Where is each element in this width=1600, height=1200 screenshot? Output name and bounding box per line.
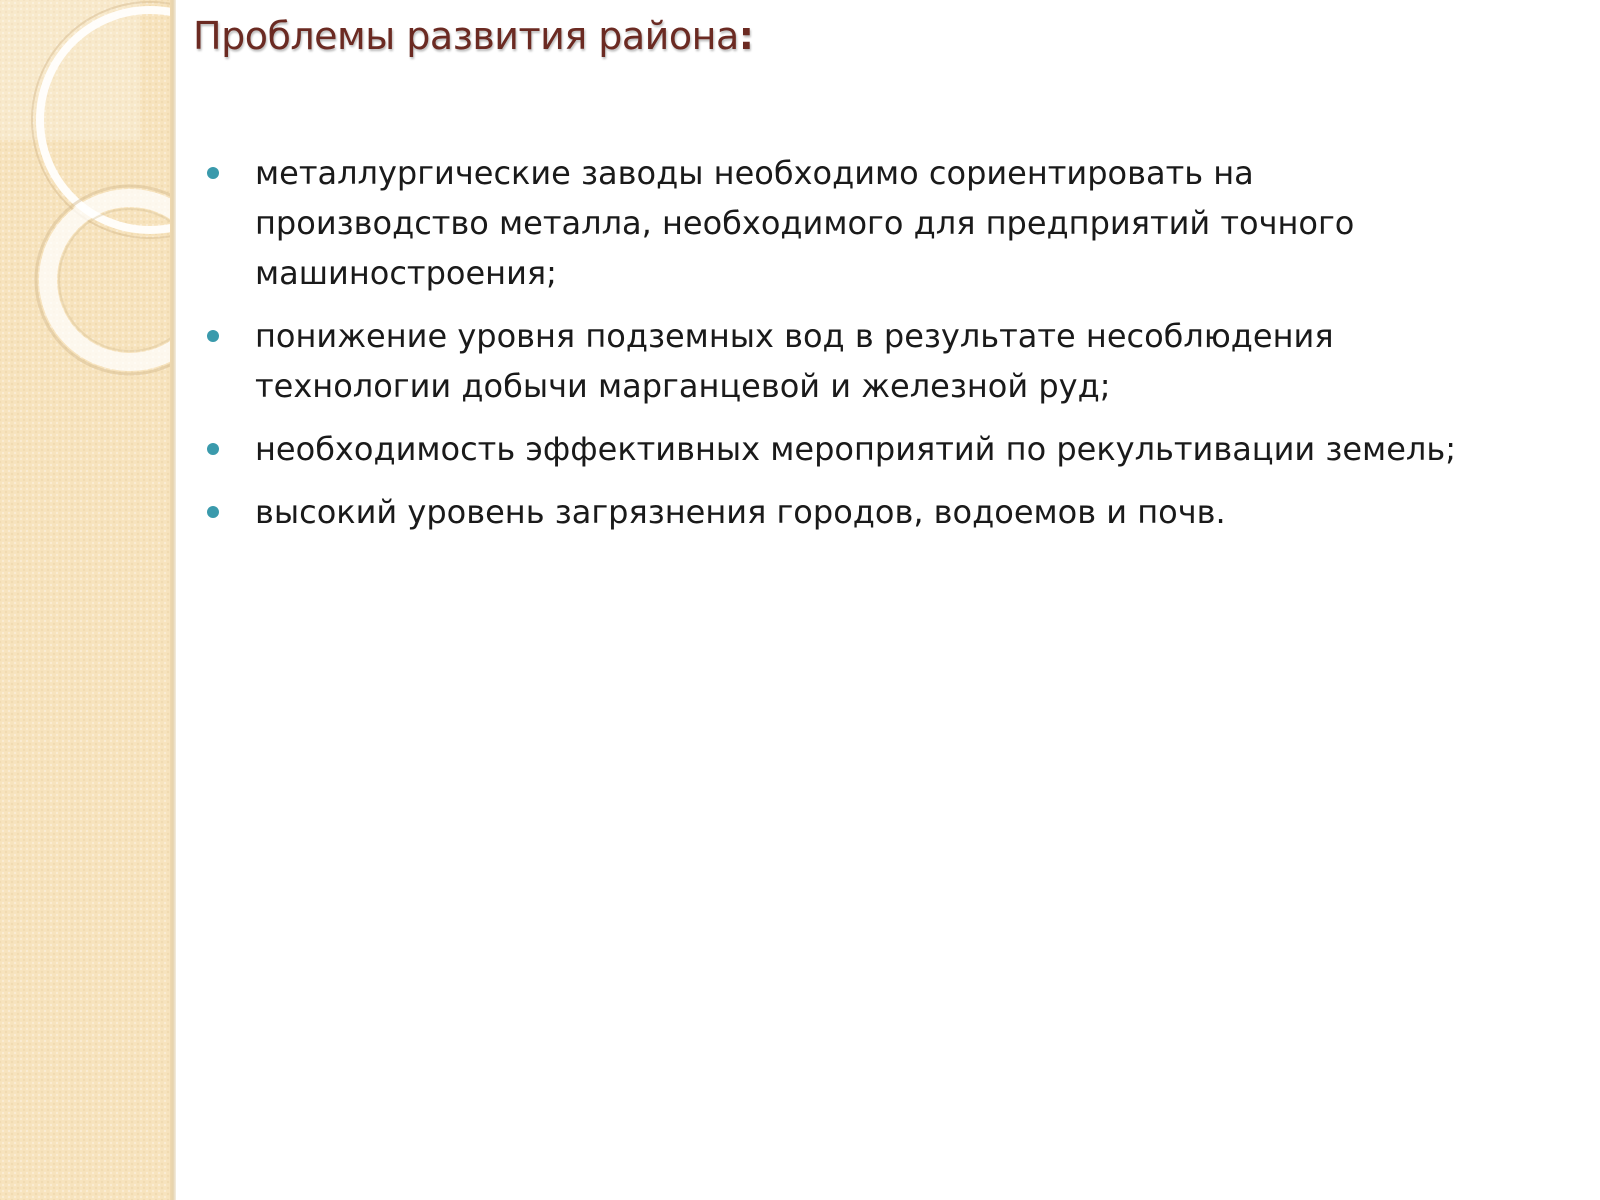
list-item xyxy=(207,148,1457,298)
bullet-text: необходимость эффективных мероприятий по рекультивации земель; xyxy=(255,430,1456,468)
bullet-dot-icon xyxy=(207,506,219,518)
bullet-dot-icon xyxy=(207,167,219,179)
slide-title-colon: : xyxy=(738,14,754,58)
bullet-dot-icon xyxy=(207,443,219,455)
slide-title-text: Проблемы развития района xyxy=(193,14,739,58)
bullet-text: высокий уровень загрязнения городов, водоемов и почв. xyxy=(255,493,1226,531)
decorative-side-panel xyxy=(0,0,176,1200)
list-item xyxy=(207,487,1457,537)
slide-title xyxy=(193,14,753,58)
decorative-rings-icon xyxy=(0,0,176,400)
list-item xyxy=(207,311,1457,411)
bullet-text: металлургические заводы необходимо сориентировать на производство металла, необходимого для предприятий точного машиностроения; xyxy=(255,154,1355,292)
list-item xyxy=(207,424,1457,474)
bullet-list xyxy=(207,148,1457,550)
bullet-text: понижение уровня подземных вод в результате несоблюдения технологии добычи марганцевой и железной руд; xyxy=(255,317,1334,405)
side-panel-edge xyxy=(170,0,176,1200)
bullet-dot-icon xyxy=(207,330,219,342)
